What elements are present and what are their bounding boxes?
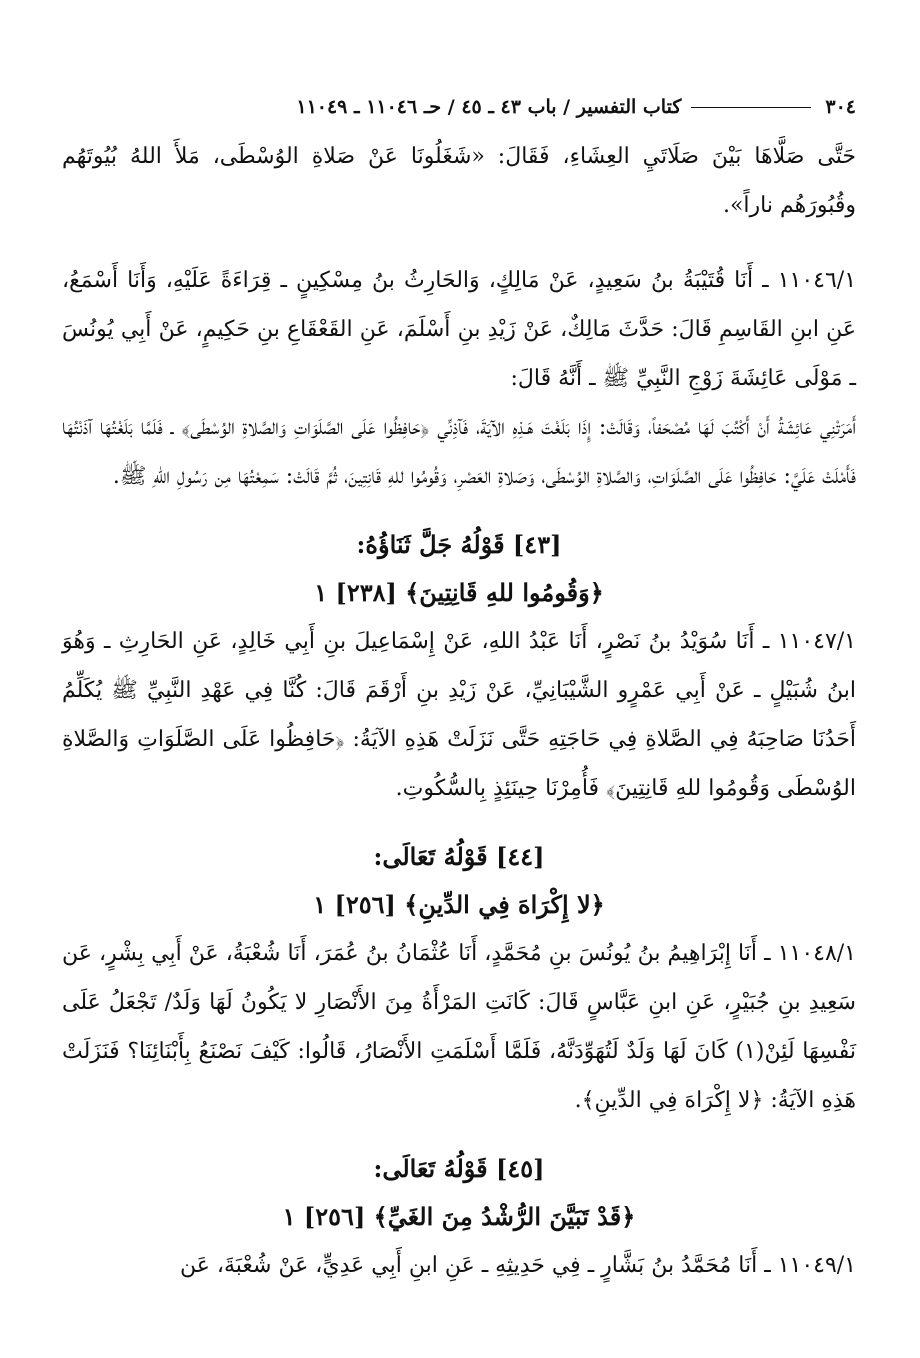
section-43-ayah: ﴿وَقُومُوا للهِ قَانِتِينَ﴾ [٢٣٨] ١ <box>314 578 604 607</box>
header-rule <box>691 107 811 108</box>
section-44-title: [٤٤] قَوْلُهُ تَعَالَى: <box>373 842 545 871</box>
running-title: كتاب التفسير / باب ٤٣ ـ ٤٥ / حـ ١١٠٤٦ ـ ١١٠٤٩ <box>296 96 682 118</box>
hadith-11046-isnad: ١١٠٤٦/١ ـ أَنَا قُتَيْبَةُ بنُ سَعِيدٍ، عَنْ مَالِكٍ، وَالحَارِثُ بنُ مِسْكِينٍ ـ قِرَاءَةً عَلَيْهِ، وَأَنَا أَسْمَعُ، عَنِ ابنِ القَاسِمِ قَالَ: حَدَّثَ مَالِكٌ، عَنْ زَيْدِ بنِ أَسْلَمَ، عَنِ القَعْقَاعِ بنِ حَكِيمٍ، عَنْ أَبِي يُونُسَ ـ مَوْلَى عَائِشَةَ زَوْجِ النَّبِيِّ ﷺ ـ أَنَّهُ قَالَ: <box>62 268 857 391</box>
spacer <box>62 230 856 256</box>
section-44-ayah: ﴿لا إِكْرَاهَ فِي الدِّينِ﴾ [٢٥٦] ١ <box>313 890 605 919</box>
section-43-title: [٤٣] قَوْلُهُ جَلَّ ثَنَاؤُهُ: <box>356 530 562 559</box>
hadith-11047: ١١٠٤٧/١ ـ أَنَا سُوَيْدُ بنُ نَصْرٍ، أَنَا عَبْدُ اللهِ، عَنْ إِسْمَاعِيلَ بنِ أَبِي خَالِدٍ، عَنِ الحَارِثِ ـ وَهُوَ ابنُ شُبَيْلٍ ـ عَنْ أَبِي عَمْرٍو الشَّيْبَانِيِّ، عَنْ زَيْدِ بنِ أَرْقَمَ قَالَ: كُنَّا فِي عَهْدِ النَّبِيِّ ﷺ يُكَلِّمُ أَحَدُنَا صَاحِبَهُ فِي الصَّلاةِ فِي حَاجَتِهِ حَتَّى نَزَلَتْ هَذِهِ الآيَةُ: ﴿حَافِظُوا عَلَى الصَّلَوَاتِ وَالصَّلاةِ الوُسْطَى وَقُومُوا للهِ قَانِتِينَ﴾ فَأُمِرْنَا حِينَئِذٍ بِالسُّكُوتِ. <box>62 629 856 801</box>
section-45-ayah: ﴿قَدْ تَبَيَّنَ الرُّشْدُ مِنَ الغَيِّ﴾ [٢٥٦] ١ <box>282 1202 636 1231</box>
section-45-title: [٤٥] قَوْلُهُ تَعَالَى: <box>373 1154 545 1183</box>
hadith-11046-matn: أَمَرَتْنِي عَائِشَةُ أَنْ أَكْتُبَ لَهَا مُصْحَفاً، وَقَالَتْ: إِذَا بَلَغْتَ هَـذِهِ الآيَةَ، فَآذِنِّي ﴿حَافِظُوا عَلَى الصَّلَوَاتِ وَالصَّلاةِ الوُسْطَى﴾ ـ فَلَمَّا بَلَغْتُهَا آذَنْتُهَا فَأَمْلَتْ عَلَيَّ: حَافِظُوا عَلَى الصَّلَوَاتِ، وَالصَّلاةِ الوُسْطَى، وَصَلاةِ العَصْرِ، وَقُومُوا للهِ قَانِتِينَ، ثُمَّ قَالَتْ: سَمِعْتُهَا مِن رَسُولِ اللهِ ﷺ. <box>62 415 856 489</box>
hadith-11049: ١١٠٤٩/١ ـ أَنَا مُحَمَّدُ بنُ بَشَّارٍ ـ فِي حَدِيثِهِ ـ عَنِ ابنِ أَبِي عَدِيٍّ، عَنْ شُعْبَةَ، عَن <box>180 1253 856 1278</box>
page-number: ٣٠٤ <box>825 96 856 118</box>
hadith-11048: ١١٠٤٨/١ ـ أَنَا إِبْرَاهِيمُ بنُ يُونُسَ بنِ مُحَمَّدٍ، أَنَا عُثْمَانُ بنُ عُمَرَ، أَنَا شُعْبَةُ، عَنْ أَبِي بِشْرٍ، عَن سَعِيدِ بنِ جُبَيْرٍ، عَنِ ابنِ عَبَّاسٍ قَالَ: كَانَتِ المَرْأَةُ مِنَ الأَنْصَارِ لا يَكُونُ لَهَا وَلَدٌ/ تَجْعَلُ عَلَى نَفْسِهَا لَئِنْ(١) كَانَ لَهَا وَلَدٌ لَتُهَوِّدَنَّهُ، فَلَمَّا أَسْلَمَتِ الأَنْصَارُ، قَالُوا: كَيْفَ نَصْنَعُ بِأَبْنَائِنَا؟ فَنَزَلَتْ هَذِهِ الآيَةُ: ﴿لا إِكْرَاهَ فِي الدِّينِ﴾. <box>62 941 857 1113</box>
running-header <box>62 78 856 118</box>
continuation-paragraph: حَتَّى صَلَّاهَا بَيْنَ صَلَاتَيِ العِشَاءِ، فَقَالَ: «شَغَلُونَا عَنْ صَلاةِ الوُسْطَى، مَلأَ اللهُ بُيُوتَهُم وقُبُورَهُم ناراً». <box>62 144 856 218</box>
